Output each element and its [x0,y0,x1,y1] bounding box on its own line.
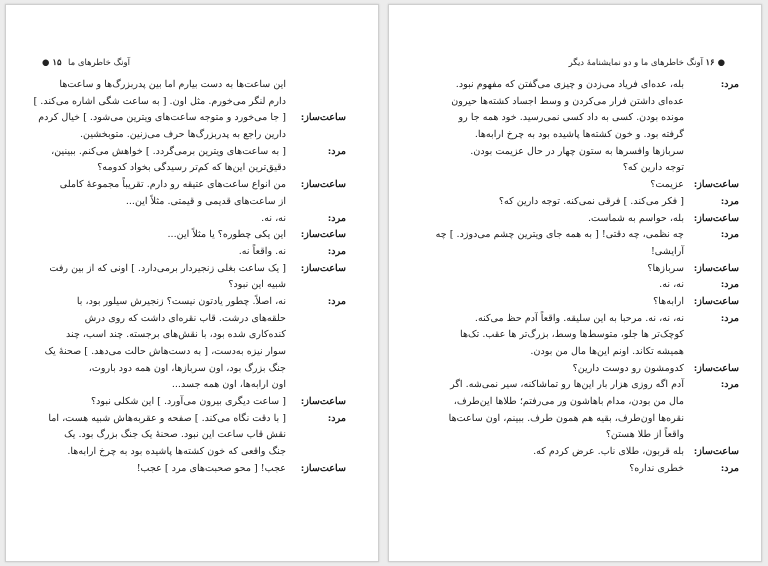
dialogue-line [449,427,739,444]
dialogue-text: مال من بودن، مدام باهاشون ور می‌رفتم؛ طلاها این‌طرف، [453,396,684,408]
dialogue-line [449,261,739,278]
dialogue-line [449,394,739,411]
dialogue-text: نقره‌ها اون‌طرف، بقیه هم همون طرف. ببینم، اون ساعت‌ها [448,412,684,424]
speaker-name: ساعت‌ساز: [300,179,346,191]
dialogue-line [61,194,346,211]
dialogue-text: کوچک‌تر ها جلو، متوسط‌ها وسط، بزرگ‌تر ها عقب. تک‌ها [460,329,684,341]
dialogue-text: واقعاً از طلا هستن؟ [605,429,684,441]
speaker-name: مرد: [720,79,739,90]
dialogue-text: مونده بودن. کسی به داد کسی نمی‌رسید. خود همه جا رو [458,112,684,124]
dialogue-line [61,77,346,94]
dialogue-text: آدم اگه روزی هزار بار این‌ها رو تماشاکنه، سیر نمی‌شه. اگر [450,379,684,391]
dialogue-text: نه، نه. [261,212,286,224]
dialogue-text: دقیق‌ترین این‌ها که کم‌تر رسیدگی بخواد کدومه؟ [97,162,286,174]
speaker-name: مرد: [327,412,346,424]
dialogue-line [449,444,739,461]
dialogue-line [61,177,346,194]
dialogue-line [61,127,346,144]
dialogue-line [449,311,739,328]
dialogue-line [449,361,739,378]
speaker-name: ساعت‌ساز: [693,212,739,224]
dialogue-text: [ یک ساعت بغلی زنجیردار برمی‌دارد. ] اونی که از بین رفت [49,262,286,274]
dialogue-text: عزیمت؟ [650,179,684,191]
dialogue-text: سوار نیزه به‌دست، [ به دست‌هاش حالت می‌دهد. ] صحنهٔ یک [44,346,286,357]
page-number: ● ۱۶ [705,58,725,68]
dialogue-text: از ساعت‌های قدیمی و قیمتی. مثلاً این... [125,195,286,207]
dialogue-line [449,344,739,361]
dialogue-line [449,411,739,428]
dialogue-text: نه. واقعاً نه. [238,245,286,257]
dialogue-line [449,160,739,177]
dialogue-text: این یکی چطوره؟ یا مثلاً این... [167,229,286,241]
dialogue-line [449,177,739,194]
dialogue-line [48,411,346,428]
dialogue-text: چه نظمی، چه دقتی! [ به همه جای ویترین چشم می‌دوزد. ] چه [435,229,684,241]
speaker-name: ساعت‌ساز: [693,262,739,274]
page-right [388,4,762,562]
dialogue-text: توجه دارین که؟ [622,162,684,174]
dialogue-line [435,227,739,244]
speaker-name: مرد: [720,195,739,207]
dialogue-text: جنگ بزرگ بود، اون سربازها، اون همه دود باروت، [88,362,286,374]
speaker-name: ساعت‌ساز: [300,462,346,474]
dialogue-text: عجب! [ محو صحبت‌های مرد ] عجب! [136,462,286,474]
dialogue-line [49,261,346,278]
running-title: آونگ خاطرهای ما [68,58,131,68]
page-body [33,77,346,478]
dialogue-text: کنده‌کاری شده بود، با نقش‌های برجسته. چند اسب، چند [66,329,286,341]
speaker-name: مرد: [720,312,739,324]
dialogue-line [61,327,346,344]
dialogue-line [449,144,739,161]
dialogue-line [449,94,739,111]
dialogue-line [38,110,346,127]
dialogue-line [449,327,739,344]
dialogue-line [61,311,346,328]
dialogue-text: نه، اصلاً. چطور یادتون نیست؟ زنجیرش سیلور بود، با [76,295,286,307]
dialogue-line [449,294,739,311]
dialogue-text: گرفته بود. و خون کشته‌ها پاشیده بود به چرخ ارابه‌ها. [474,129,684,141]
dialogue-text: آرایشی! [650,245,684,257]
speaker-name: مرد: [720,229,739,241]
dialogue-text: حلقه‌های درشت. قاب نقره‌ای داشت که روی درش [84,312,286,324]
dialogue-text: [ ساعت دیگری بیرون می‌آورد. ] این شکلی نبود؟ [91,396,286,408]
speaker-name: مرد: [720,462,739,474]
dialogue-text: [ با دقت نگاه می‌کند. ] صفحه و عقربه‌هاش شبیه هست، اما [48,412,286,424]
dialogue-line [449,77,739,94]
dialogue-line [61,160,346,177]
dialogue-text: جنگ واقعی که خون کشته‌ها پاشیده بود به چرخ ارابه‌ها. [67,446,286,458]
dialogue-text: من انواع ساعت‌های عتیقه رو دارم. تقریباً مجموعهٔ کاملی [59,179,286,191]
dialogue-line [449,277,739,294]
dialogue-text: ارابه‌ها؟ [653,295,684,307]
dialogue-text: بله، حواسم به شماست. [587,212,684,224]
dialogue-line [61,211,346,228]
dialogue-text: سربازها؟ [647,262,684,274]
dialogue-line [44,344,346,361]
speaker-name: مرد: [720,379,739,391]
dialogue-text: خطری نداره؟ [629,462,684,474]
dialogue-line [61,227,346,244]
dialogue-line [449,110,739,127]
speaker-name: ساعت‌ساز: [693,362,739,374]
dialogue-line [449,377,739,394]
dialogue-line [61,361,346,378]
speaker-name: ساعت‌ساز: [300,262,346,274]
page-header [42,58,342,70]
page-header [425,58,725,70]
dialogue-text: نقش قاب ساعت این نبود. صحنهٔ یک جنگ بزرگ بود. یک [64,429,286,441]
dialogue-line [61,444,346,461]
dialogue-line [33,94,346,111]
dialogue-line [61,377,346,394]
speaker-name: مرد: [327,212,346,224]
speaker-name: مرد: [327,295,346,307]
dialogue-text: کدومشون رو دوست دارین؟ [572,362,684,374]
dialogue-line [449,461,739,478]
running-title: آونگ خاطرهای ما و دو نمایشنامهٔ دیگر [568,58,703,68]
dialogue-text: این ساعت‌ها به دست بیارم اما بین پدربزرگ‌ها و ساعت‌ها [59,79,286,90]
speaker-name: ساعت‌ساز: [300,112,346,124]
page-body [435,77,739,478]
dialogue-line [51,144,346,161]
dialogue-text: بله، عده‌ای فریاد می‌زدن و چیزی می‌گفتن که مفهوم نبود. [455,79,684,90]
dialogue-text: بله قربون، طلای ناب. عرض کردم که. [533,446,684,458]
dialogue-line [449,244,739,261]
dialogue-text: [ جا می‌خورد و متوجه ساعت‌های ویترین می‌شود. ] خیال کردم [38,112,286,124]
dialogue-text: [ به ساعت‌های ویترین برمی‌گردد. ] خواهش می‌کنم. ببینین، [51,145,286,157]
page-number: ۱۵ ● [42,58,62,68]
speaker-name: مرد: [327,245,346,257]
dialogue-text: شبیه این نبود؟ [228,279,286,291]
dialogue-line [61,277,346,294]
dialogue-line [61,244,346,261]
dialogue-line [449,127,739,144]
dialogue-line [61,394,346,411]
dialogue-text: نه، نه، نه. مرحبا به این سلیقه. واقعاً آدم حظ می‌کنه. [474,312,684,324]
dialogue-text: [ فکر می‌کند. ] فرقی نمی‌کنه. توجه دارین که؟ [498,195,684,207]
speaker-name: ساعت‌ساز: [693,179,739,191]
dialogue-line [449,211,739,228]
dialogue-text: نه، نه. [659,279,684,291]
speaker-name: مرد: [327,145,346,157]
dialogue-text: سربازها وافسرها به ستون چهار در حال عزیمت بودن. [470,145,684,157]
dialogue-text: اون ارابه‌ها، اون همه جسد... [171,379,286,391]
dialogue-line [61,427,346,444]
dialogue-line [61,294,346,311]
speaker-name: ساعت‌ساز: [300,229,346,241]
dialogue-text: دارم لنگر می‌خورم. مثل اون. [ به ساعت شگی اشاره می‌کند. ] [33,95,286,107]
page-left [5,4,379,562]
dialogue-text: دارین راجع به پدربزرگ‌ها حرف می‌زنین. متوبخشین. [79,129,286,141]
dialogue-text: همیشه تکاند. اونم این‌ها مال من بودن. [530,346,684,357]
dialogue-text: عده‌ای داشتن فرار می‌کردن و وسط اجساد کشته‌ها حیرون [451,95,684,107]
dialogue-line [449,194,739,211]
speaker-name: مرد: [720,279,739,291]
speaker-name: ساعت‌ساز: [693,446,739,458]
speaker-name: ساعت‌ساز: [300,396,346,408]
dialogue-line [61,461,346,478]
speaker-name: ساعت‌ساز: [693,295,739,307]
